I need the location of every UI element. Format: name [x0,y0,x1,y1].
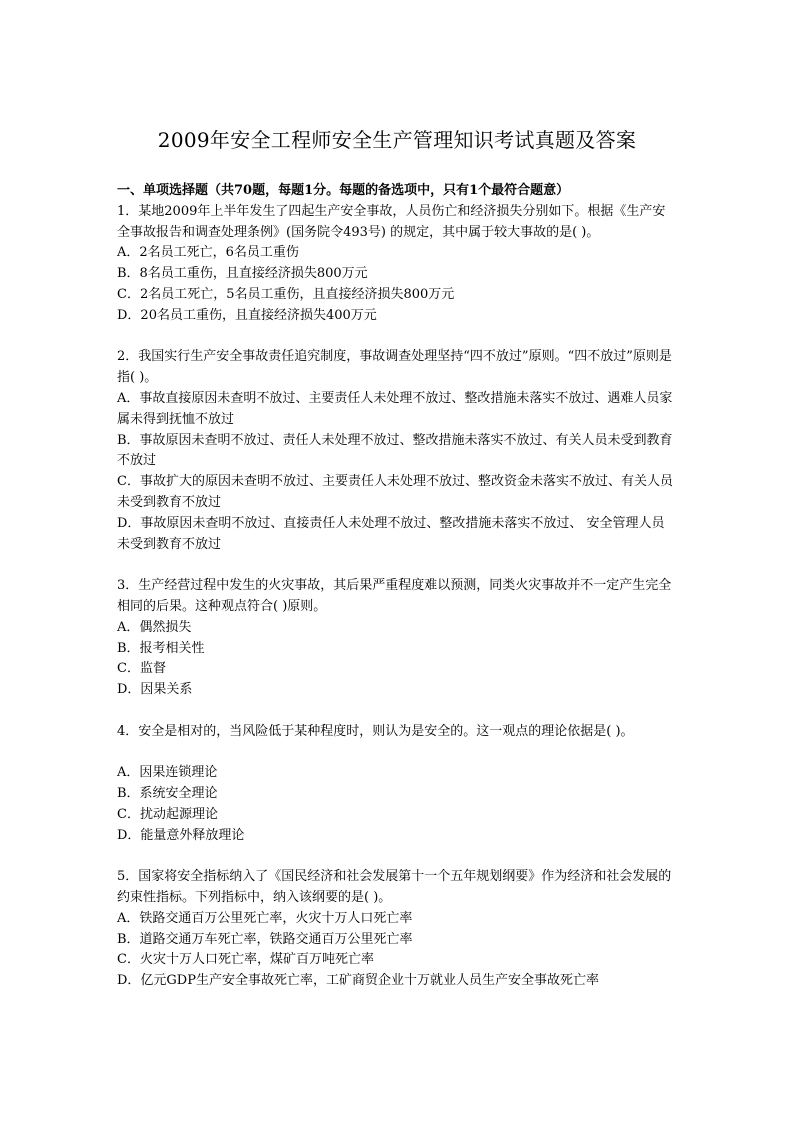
question-1 [117,202,677,327]
question-2 [117,347,677,555]
blank-line [117,743,677,764]
option-a: A．铁路交通百万公里死亡率，火灾十万人口死亡率 [117,910,413,926]
option-d: D．亿元GDP生产安全事故死亡率，工矿商贸企业十万就业人员生产安全事故死亡率 [117,973,599,989]
option-b: B．系统安全理论 [117,786,218,802]
option-b: B．8名员工重伤，且直接经济损失800万元 [117,266,368,282]
question-stem: 5．国家将安全指标纳入了《国民经济和社会发展第十一个五年规划纲要》作为经济和社会发展的约束性指标。下列指标中，纳入该纲要的是( )。 [117,869,672,906]
option-c: C．火灾十万人口死亡率，煤矿百万吨死亡率 [117,952,374,968]
option-c: C．监督 [117,661,166,677]
option-d: D．能量意外释放理论 [117,827,245,843]
question-stem: 3．生产经营过程中发生的火灾事故，其后果严重程度难以预测，同类火灾事故并不一定产生完全相同的后果。这种观点符合( )原则。 [117,578,672,614]
option-a: A．事故直接原因未查明不放过、主要责任人未处理不放过、整改措施未落实不放过、遇难人员家属未得到抚恤不放过 [117,390,673,427]
option-c: C．2名员工死亡，5名员工重伤，且直接经济损失800万元 [117,286,455,302]
document-title: 2009年安全工程师安全生产管理知识考试真题及答案 [157,128,637,152]
option-a: A．因果连锁理论 [117,765,218,781]
option-b: B．事故原因未查明不放过、责任人未处理不放过、整改措施未落实不放过、有关人员未受到教育不放过 [117,432,673,469]
option-d: D．因果关系 [117,682,193,698]
document-body [117,181,677,1013]
option-c: C．扰动起源理论 [117,806,218,822]
option-a: A．2名员工死亡，6名员工重伤 [117,245,299,261]
question-stem: 2．我国实行生产安全事故责任追究制度，事故调查处理坚持“四不放过”原则。“四不放过”原则是指( )。 [117,349,672,386]
question-stem: 4．安全是相对的，当风险低于某种程度时，则认为是安全的。这一观点的理论依据是( )。 [117,723,634,739]
option-d: D．20名员工重伤，且直接经济损失400万元 [117,307,377,323]
option-c: C．事故扩大的原因未查明不放过、主要责任人未处理不放过、整改资金未落实不放过、有关人员未受到教育不放过 [117,474,673,510]
option-d: D．事故原因未查明不放过、直接责任人未处理不放过、整改措施未落实不放过、 安全管理人员未受到教育不放过 [117,515,665,552]
option-b: B．道路交通万车死亡率，铁路交通百万公里死亡率 [117,931,413,947]
question-stem: 1．某地2009年上半年发生了四起生产安全事故，人员伤亡和经济损失分别如下。根据《生产安全事故报告和调查处理条例》(国务院令493号) 的规定，其中属于较大事故的是( )。 [117,203,666,240]
section-heading: 一、单项选择题（共70题，每题1分。每题的备选项中，只有1个最符合题意） [117,183,570,198]
option-a: A．偶然损失 [117,619,192,635]
question-5 [117,867,677,992]
option-b: B．报考相关性 [117,640,205,656]
question-4 [117,722,677,847]
question-3 [117,576,677,701]
